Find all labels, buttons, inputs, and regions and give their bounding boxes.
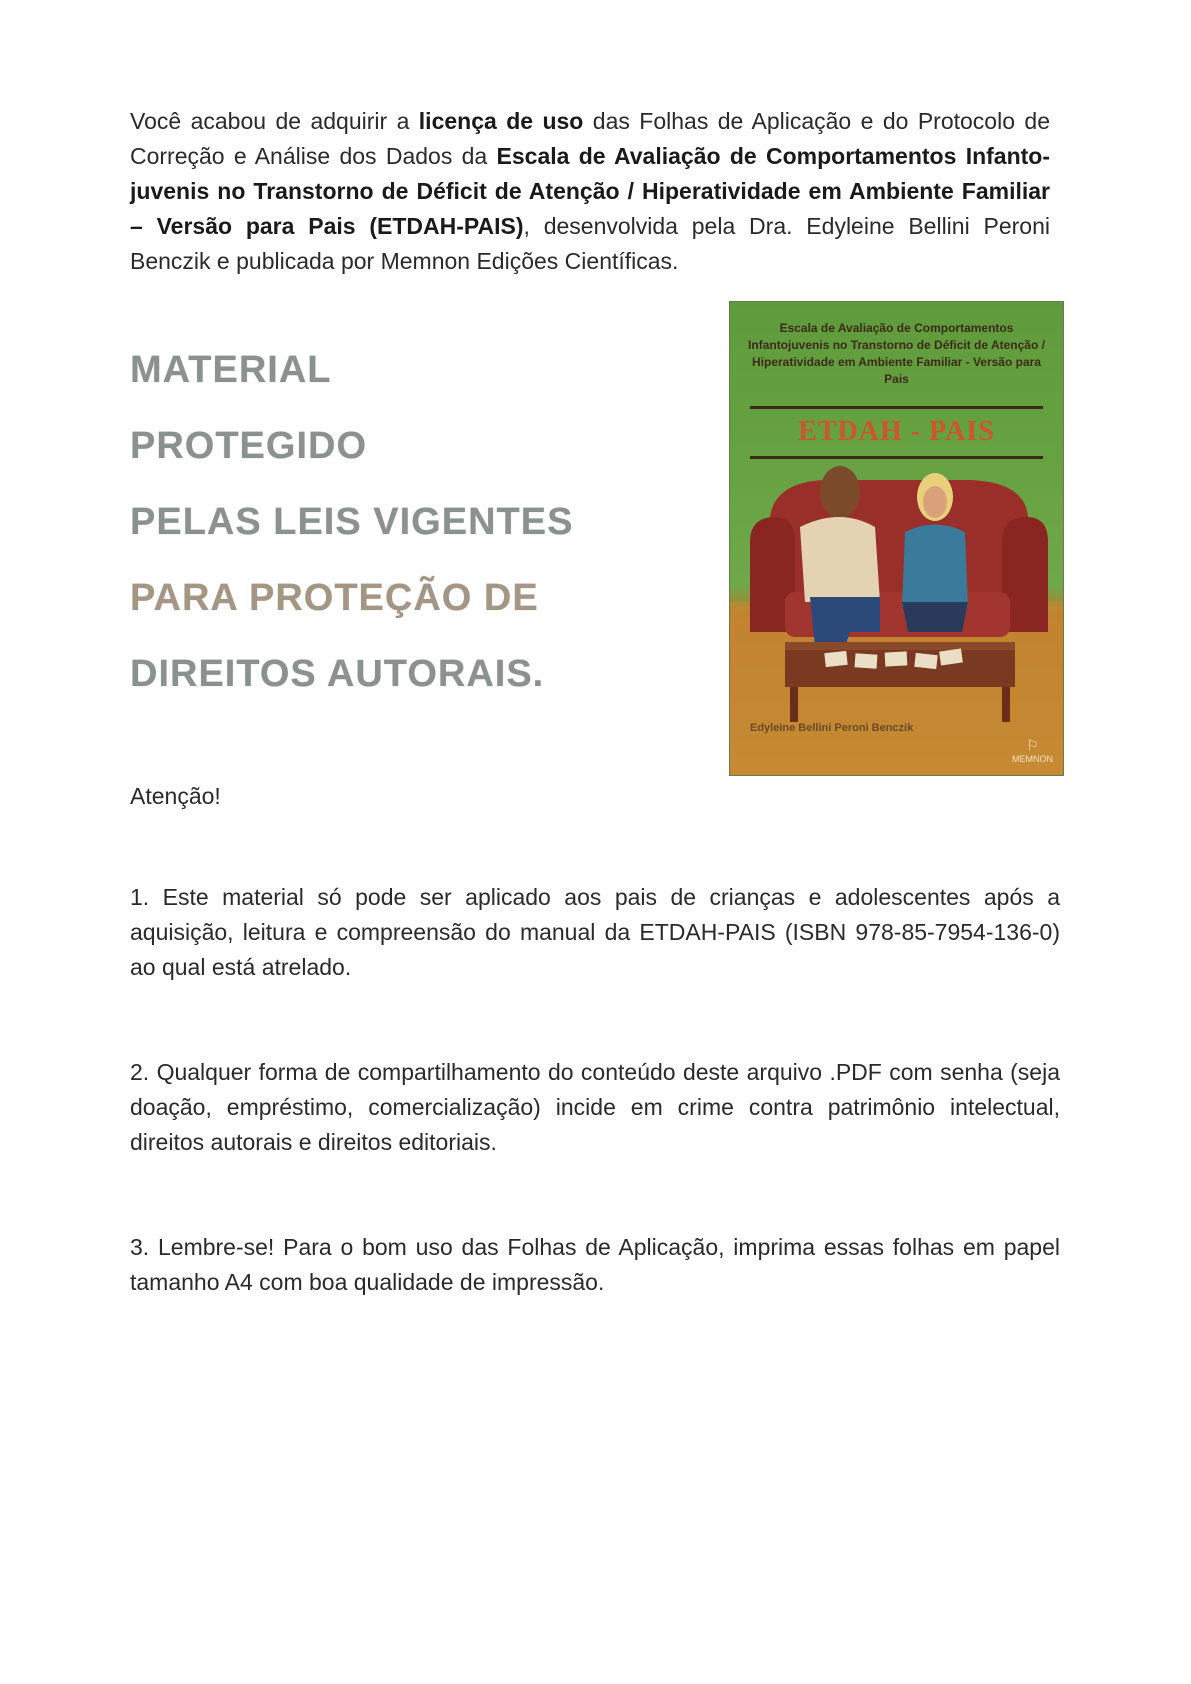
notice-item-1: 1. Este material só pode ser aplicado aos pais de crianças e adolescentes após a aquisição, leitura e compreensão do manual da ETDAH-PAIS (ISBN 978-85-7954-136-0) ao qual está atrelado.	[130, 884, 1060, 980]
cover-author: Edyleine Bellini Peroni Benczik	[750, 722, 914, 734]
cover-illustration	[730, 302, 1063, 775]
book-cover-image	[729, 301, 1064, 776]
notice-line-3: PELAS LEIS VIGENTES	[130, 501, 574, 543]
notice-line-1: MATERIAL	[130, 349, 332, 391]
intro-text-3: , desenvolvida pela Dra. Edyleine Bellini Peroni Benczik e publicada por Memnon Edições Científicas.	[130, 213, 1050, 274]
notice-line-2: PROTEGIDO	[130, 425, 368, 467]
cover-acronym: ETDAH - PAIS	[798, 416, 995, 447]
notice-item-3: 3. Lembre-se! Para o bom uso das Folhas de Aplicação, imprima essas folhas em papel tamanho A4 com boa qualidade de impressão.	[130, 1234, 1060, 1295]
notice-item-2: 2. Qualquer forma de compartilhamento do conteúdo deste arquivo .PDF com senha (seja doação, empréstimo, comercialização) incide em crime contra patrimônio intelectual, direitos autorais e direitos editoriais.	[130, 1059, 1060, 1155]
cover-title: Escala de Avaliação de Comportamentos Infantojuvenis no Transtorno de Déficit de Atenção / Hiperatividade em Ambiente Familiar - Versão para Pais	[748, 321, 1045, 386]
intro-text-2: das Folhas de Aplicação e do Protocolo de Correção e Análise dos Dados da	[130, 108, 1051, 169]
attention-heading: Atenção!	[130, 783, 221, 809]
cover-publisher-name: MEMNON	[1012, 754, 1053, 764]
intro-paragraph	[130, 104, 1050, 279]
intro-text-1: Você acabou de adquirir a	[130, 108, 419, 134]
memnon-logo-icon: ⚐	[1026, 737, 1039, 753]
intro-bold-license: licença de uso	[418, 108, 584, 134]
notice-line-4: PARA PROTEÇÃO DE	[130, 577, 539, 619]
cover-publisher-logo	[1012, 737, 1053, 764]
intro-bold-scale-title: Escala de Avaliação de Comportamentos Infanto-juvenis no Transtorno de Déficit de Atenção / Hiperatividade em Ambiente Familiar – Versão para Pais (ETDAH-PAIS)	[130, 143, 1050, 239]
notice-line-5: DIREITOS AUTORAIS.	[130, 653, 545, 695]
protected-material-notice	[130, 348, 690, 728]
